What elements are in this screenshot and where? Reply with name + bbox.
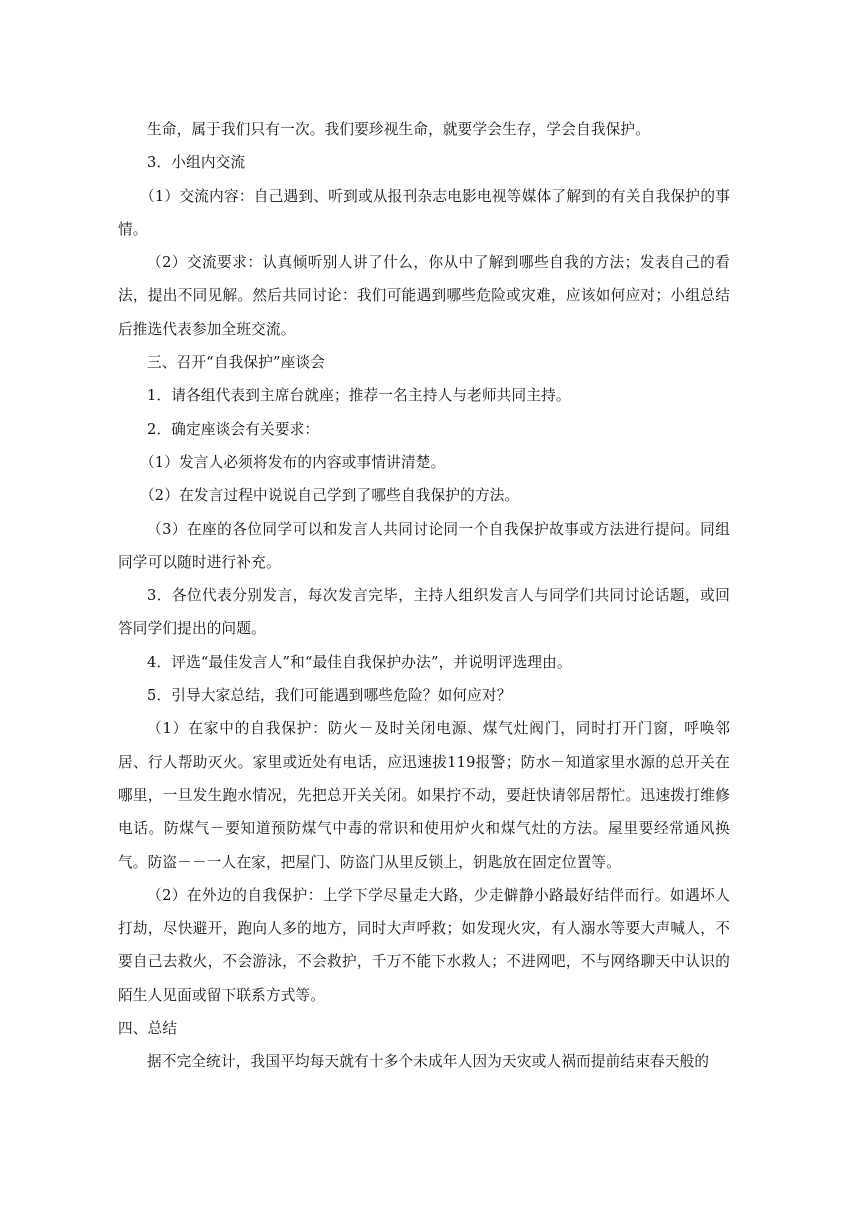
paragraph-forum-step-4: 4．评选“最佳发言人”和“最佳自我保护办法”，并说明评选理由。 (147, 653, 572, 671)
heading-forum: 三、召开“自我保护”座谈会 (147, 354, 326, 372)
paragraph-requirement-2: （2）在发言过程中说说自己学到了哪些自我保护的方法。 (140, 487, 520, 505)
paragraph-forum-step-5: 5．引导大家总结，我们可能遇到哪些危险？如何应对？ (147, 687, 512, 705)
paragraph-home-safety: （1）在家中的自我保护：防火－及时关闭电源、煤气灶阀门，同时打开门窗，呼唤邻居、行人帮助灭火。家里或近处有电话，应迅速拔119报警；防水－知道家里水源的总开关在哪里，一旦发生跑水情况，先把总开关关闭。如果拧不动，要赶快请邻居帮忙。迅速拨打维修电话。防煤气－要知道预防煤气中毒的常识和使用炉火和煤气灶的方法。屋里要经常通风换气。防盗－－一人在家，把屋门、防盗门从里反锁上，钥匙放在固定位置等。 (118, 720, 730, 871)
paragraph-summary: 据不完全统计，我国平均每天就有十多个未成年人因为天灾或人祸而提前结束春天般的 (147, 1053, 710, 1071)
paragraph-exchange-requirements: （2）交流要求：认真倾听别人讲了什么，你从中了解到哪些自我的方法；发表自己的看法，提出不同见解。然后共同讨论：我们可能遇到哪些危险或灾难，应该如何应对；小组总结后推选代表参加全班交流。 (118, 254, 730, 338)
document-body (118, 113, 730, 1079)
paragraph-requirement-1: （1）发言人必须将发布的内容或事情讲清楚。 (140, 453, 446, 471)
heading-summary: 四、总结 (118, 1020, 178, 1038)
paragraph-forum-step-3: 3．各位代表分别发言，每次发言完毕，主持人组织发言人与同学们共同讨论话题，或回答同学们提出的问题。 (118, 587, 730, 638)
paragraph-forum-step-2: 2．确定座谈会有关要求： (147, 420, 320, 438)
heading-group-exchange: 3．小组内交流 (147, 154, 246, 172)
paragraph-requirement-3: （3）在座的各位同学可以和发言人共同讨论同一个自我保护故事或方法进行提问。同组同学可以随时进行补充。 (118, 520, 730, 571)
paragraph-outdoor-safety: （2）在外边的自我保护：上学下学尽量走大路，少走僻静小路最好结伴而行。如遇坏人打劫，尽快避开，跑向人多的地方，同时大声呼救；如发现火灾，有人溺水等要大声喊人，不要自己去救火，不会游泳，不会救护，千万不能下水救人；不进网吧，不与网络聊天中认识的陌生人见面或留下联系方式等。 (118, 886, 730, 1004)
paragraph-forum-step-1: 1．请各组代表到主席台就座；推荐一名主持人与老师共同主持。 (147, 387, 571, 405)
paragraph-exchange-content: （1）交流内容：自己遇到、听到或从报刊杂志电影电视等媒体了解到的有关自我保护的事情。 (118, 187, 730, 238)
paragraph-life-value: 生命，属于我们只有一次。我们要珍视生命，就要学会生存，学会自我保护。 (147, 121, 650, 138)
